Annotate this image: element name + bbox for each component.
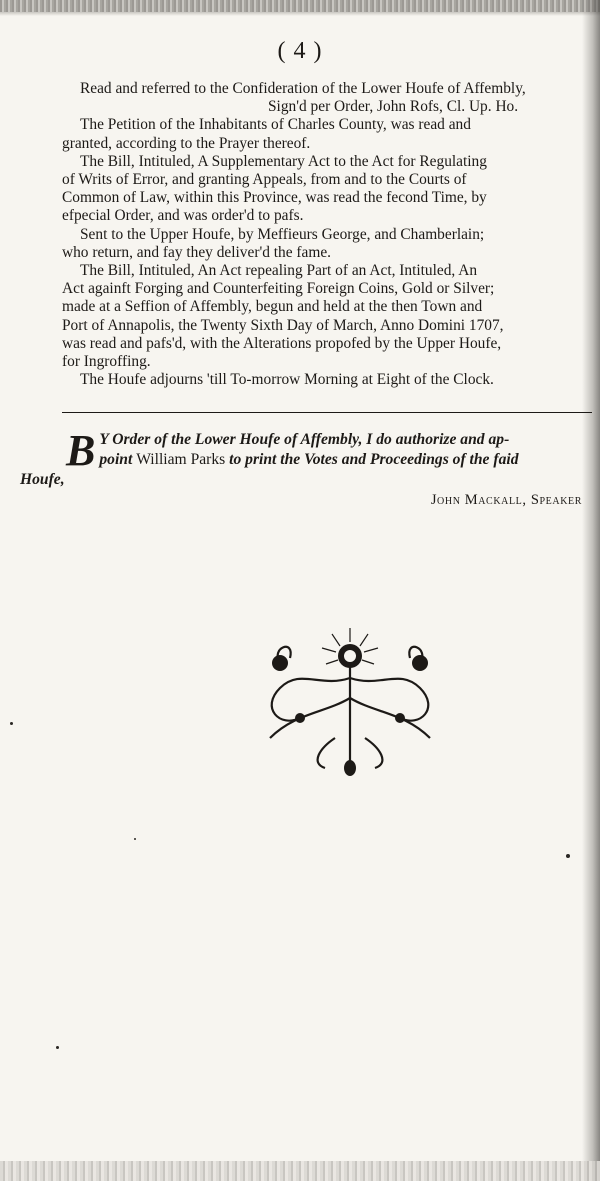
printer-name: William Parks [136, 451, 226, 468]
text-line: was read and pafs'd, with the Alterations propofed by the Upper Houfe, [62, 334, 502, 352]
ink-speck [56, 1046, 59, 1049]
text-line: who return, and fay they deliver'd the fame. [62, 243, 332, 261]
text-line [66, 450, 586, 470]
text-line: The Bill, Intituled, An Act repealing Part of an Act, Intituled, An [80, 262, 478, 280]
text-line: made at a Seffion of Affembly, begun and held at the then Town and [62, 298, 483, 316]
text-line: The Houfe adjourns 'till To-morrow Morning at Eight of the Clock. [80, 371, 494, 389]
ink-speck [566, 854, 570, 858]
text-line: The Petition of the Inhabitants of Charles County, was read and [80, 116, 471, 134]
text-line: Houfe, [20, 471, 65, 488]
text-fragment: to print the Votes and Proceedings of the faid [225, 451, 519, 468]
text-fragment: point [99, 451, 137, 468]
text-line: Y Order of the Lower Houfe of Affembly, I do authorize and ap- [99, 431, 510, 448]
text-line: Read and referred to the Confideration of the Lower Houfe of Affembly, [80, 80, 526, 97]
text-line: The Bill, Intituled, A Supplementary Act to the Act for Regulating [80, 152, 487, 170]
text-line: efpecial Order, and was order'd to pafs. [62, 207, 304, 225]
speaker-signature: John Mackall, Speaker [430, 492, 582, 508]
ink-speck [10, 722, 13, 725]
drop-cap: B [66, 426, 96, 475]
proceedings-text [62, 80, 592, 389]
text-line: Common of Law, within this Province, was read the fecond Time, by [62, 189, 487, 207]
text-line: Sign'd per Order, John Rofs, Cl. Up. Ho. [268, 98, 519, 116]
text-line: Port of Annapolis, the Twenty Sixth Day of March, Anno Domini 1707, [62, 316, 504, 334]
text-line: Act againft Forging and Counterfeiting Foreign Coins, Gold or Silver; [62, 280, 495, 298]
authorization-text [20, 426, 586, 490]
page-number: ( 4 ) [277, 38, 323, 64]
text-line: for Ingroffing. [62, 353, 151, 371]
printing-authorization [20, 426, 586, 490]
floral-ornament-icon [240, 618, 460, 778]
page-top-shadow [0, 12, 600, 16]
ink-speck [134, 838, 136, 840]
horizontal-rule [62, 412, 592, 413]
page-bottom-edge [0, 1161, 600, 1181]
text-line: of Writs of Error, and granting Appeals, from and to the Courts of [62, 171, 467, 189]
text-line: Sent to the Upper Houfe, by Meffieurs George, and Chamberlain; [80, 225, 485, 243]
page-top-edge [0, 0, 600, 12]
text-line: granted, according to the Prayer thereof. [62, 134, 311, 152]
